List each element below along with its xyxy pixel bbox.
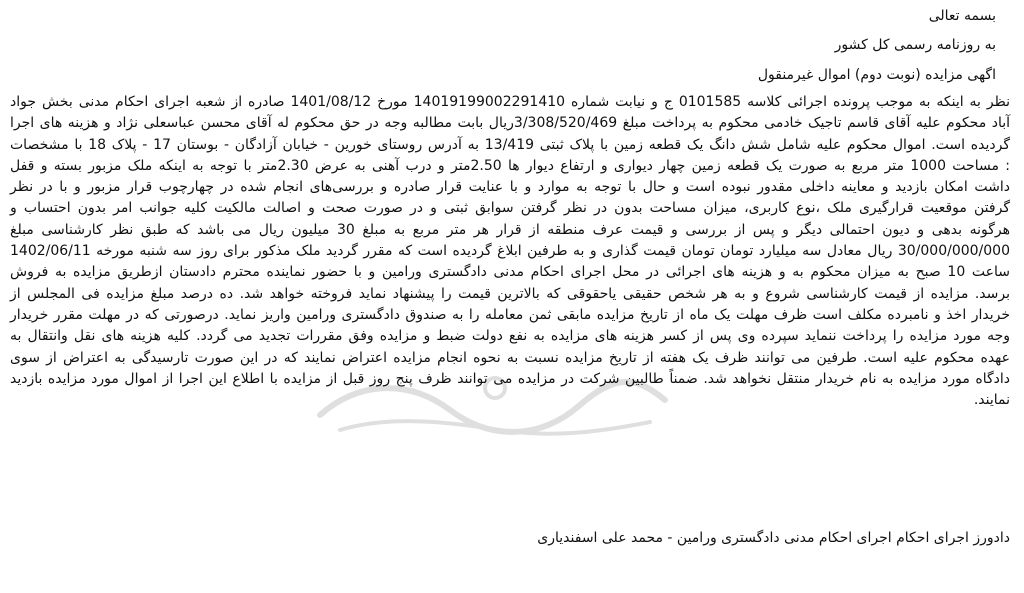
notice-body-paragraph: نظر به اینکه به موجب پرونده اجرائی کلاسه 0101585 ج و نیابت شماره 14019199002291410 مورخ 1401/08/12 صادره از شعبه اجرای احکام مدنی بخش جواد آباد محکوم علیه آقای قاسم تاجیک خادمی محکوم به پرداخت مبلغ 3/308/520/469ریال بابت مطالبه وجه در حق محکوم له آقای محسن عباسعلی نژاد و هزینه های اجرا گردیده است. اموال محکوم علیه شامل شش دانگ یک قطعه زمین با پلاک ثبتی 13/419 به آدرس روستای خورین - خیابان آزادگان - بوستان 17 - پلاک 18 با مشخصات : مساحت 1000 متر مربع به صورت یک قطعه زمین چهار دیواری و ارتفاع دیوار ها 2.50متر و درب آهنی به عرض 2.30متر با توجه به اینکه ملک مزبور بسته و قفل داشت امکان بازدید و معاینه داخلی مقدور نبوده است و حال با توجه به موارد و با عنایت قرار صادره و بررسی‌های انجام شده در چهارچوب قرار مزبور و با در نظر گرفتن موقعیت قرارگیری ملک ،نوع کاربری، میزان مساحت بدون در نظر گرفتن سوابق ثبتی و در صورت صحت و اصالت مالکیت کلیه جوانب امر بدون احتساب و هرگونه بدهی و دیون احتمالی دیگر و پس از بررسی و قیمت عرف منطقه از قرار هر متر مربع به مبلغ 30 میلیون ریال می باشد که طبق نظر کارشناسی مبلغ 30/000/000/000 ریال معادل سه میلیارد تومان تومان قیمت گذاری و به طرفین ابلاغ گردیده است که مقرر گردید ملک مذکور برای روز سه شنبه مورخه 1402/06/11 ساعت 10 صبح به میزان محکوم به و هزینه های اجرائی در محل اجرای احکام مدنی دادگستری ورامین و با حضور نماینده محترم دادستان ازطریق مزایده به فروش برسد. مزایده از قیمت کارشناسی شروع و به هر شخص حقیقی یاحقوقی که بالاترین قیمت را پیشنهاد نماید فروخته خواهد شد. ده درصد مبلغ مزایده فی المجلس از خریدار اخذ و نامبرده مکلف است ظرف مهلت یک ماه از تاریخ مزایده مابقی ثمن معامله را به صندوق دادگستری ورامین واریز نماید. درصورتی که در مهلت مقرر خریدار وجه مورد مزایده را پرداخت ننماید سپرده وی پس از کسر هزینه های مزایده به نفع دولت ضبط و مزایده وفق مقررات تجدید می گردد. کلیه هزینه های نقل وانتقال به عهده محکوم علیه است. طرفین می توانند ظرف یک هفته از تاریخ مزایده نسبت به نحوه انجام مزایده اعتراض نمایند که در این صورت تارسیدگی به اعتراض از سوی دادگاه مورد مزایده به نام خریدار منتقل نخواهد شد. ضمناً طالبین شرکت در مزایده می توانند ظرف پنج روز قبل از مزایده با اطلاع این اجرا از اموال مورد مزایده بازدید نمایند.: [10, 94, 1011, 409]
notice-title: اگهی مزایده (نوبت دوم) اموال غیرمنقول: [757, 67, 996, 83]
addressee-line: به روزنامه رسمی کل کشور: [834, 37, 996, 53]
invocation-heading: بسمه تعالی: [928, 8, 996, 24]
signature-line: دادورز اجرای احکام اجرای احکام مدنی دادگستری ورامین - محمد علی اسفندیاری: [537, 530, 1010, 546]
